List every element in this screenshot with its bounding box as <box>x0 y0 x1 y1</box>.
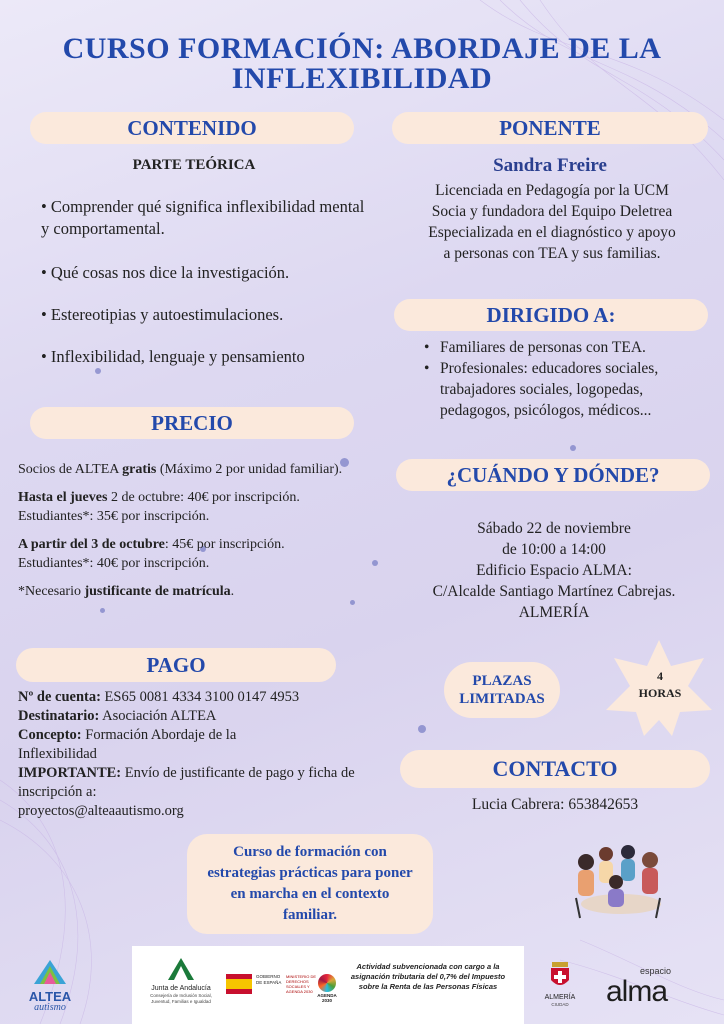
ponente-name: Sandra Freire <box>493 155 607 176</box>
title-line-1: CURSO FORMACIÓN: ABORDAJE DE LA <box>62 32 662 65</box>
cuando-details: Sábado 22 de noviembre de 10:00 a 14:00 Edificio Espacio ALMA: C/Alcalde Santiago Martínez Cabrejas. ALMERÍA <box>432 520 676 621</box>
contenido-item: • Estereotipias y autoestimulaciones. <box>41 305 284 324</box>
pago-importante: IMPORTANTE: Envío de justificante de pago y ficha de inscripción a: <box>18 765 355 800</box>
decor-dot <box>570 445 576 451</box>
contacto-heading <box>400 750 710 788</box>
dirigido-heading-text: DIRIGIDO A: <box>486 303 616 327</box>
pago-heading-text: PAGO <box>146 653 206 677</box>
dirigido-item: • Familiares de personas con TEA. <box>424 339 646 356</box>
precio-heading-text: PRECIO <box>151 411 233 435</box>
contenido-heading <box>30 112 354 144</box>
pago-cuenta: Nº de cuenta: ES65 0081 4334 3100 0147 4953 <box>18 689 300 705</box>
almeria-shield-icon <box>549 962 571 990</box>
precio-heading <box>30 407 354 439</box>
dirigido-list <box>424 337 694 421</box>
contenido-list <box>24 196 374 368</box>
contenido-item: • Comprender qué significa inflexibilidad mental y comportamental. <box>41 197 365 238</box>
ponente-bio: Licenciada en Pedagogía por la UCM Socia y fundadora del Equipo Deletrea Especializada en el diagnóstico y apoyo a personas con TEA y sus familias. <box>428 182 676 262</box>
decor-dot <box>95 368 101 374</box>
pago-email[interactable]: proyectos@alteaautismo.org <box>18 803 184 819</box>
curso-box <box>187 834 433 934</box>
subvencion-text: Actividad subvencionada con cargo a la asignación tributaria del 0,7% del Impuesto sobre la Renta de las Personas Físicas <box>350 962 506 991</box>
altea-logo: ALTEA autismo <box>14 958 86 1018</box>
altea-logo-icon <box>30 958 70 986</box>
horas-text: 4 HORAS <box>638 669 682 700</box>
contacto-heading-text: CONTACTO <box>492 756 618 781</box>
precio-apartir: A partir del 3 de octubre: 45€ por inscripción. <box>18 537 285 552</box>
plazas-badge <box>444 662 560 718</box>
decor-dot <box>418 725 426 733</box>
junta-logo-icon <box>168 958 194 980</box>
ponente-heading <box>392 112 708 144</box>
junta-logo: Junta de Andalucía Consejería de Inclusión Social, Juventud, Familias e Igualdad <box>140 958 222 1005</box>
page-title <box>0 34 724 94</box>
spain-flag-icon <box>226 974 252 994</box>
title-line-2: INFLEXIBILIDAD <box>231 62 493 95</box>
espacio-alma-logo: espacio alma <box>606 966 672 1008</box>
ponente-heading-text: PONENTE <box>499 116 601 140</box>
dirigido-item: • Profesionales: educadores sociales, trabajadores sociales, logopedas, pedagogos, psicólogos, médicos... <box>424 360 659 419</box>
agenda-2030-icon <box>318 974 336 992</box>
precio-hasta: Hasta el jueves 2 de octubre: 40€ por inscripción. <box>18 490 300 505</box>
parte-teorica-label: PARTE TEÓRICA <box>132 157 256 173</box>
pago-heading <box>16 648 336 682</box>
contenido-item: • Inflexibilidad, lenguaje y pensamiento <box>41 347 305 366</box>
gobierno-logo: GOBIERNO DE ESPAÑA MINISTERIO DE DERECHOS SOCIALES Y AGENDA 2030 AGENDA 2030 <box>226 972 338 1002</box>
curso-box-text: Curso de formación con estrategias prácticas para poner en marcha en el contexto familiar. <box>207 844 413 923</box>
pago-concepto: Concepto: Formación Abordaje de la Inflexibilidad <box>18 727 237 762</box>
dirigido-heading <box>394 299 708 331</box>
precio-nota: *Necesario justificante de matrícula. <box>18 584 235 599</box>
pago-destinatario: Destinatario: Asociación ALTEA <box>18 708 217 724</box>
cuando-heading-text: ¿CUÁNDO Y DÓNDE? <box>446 463 660 487</box>
pago-details <box>18 688 368 821</box>
group-meeting-illustration <box>566 838 676 924</box>
decor-dot <box>100 608 105 613</box>
precio-details: Socios de ALTEA gratis (Máximo 2 por unidad familiar). Hasta el jueves 2 de octubre: 40€ por inscripción. Estudiantes*: 35€ por inscripción. A partir del 3 de octubre: 45€ por inscripción. Estudiantes*: 40€ por inscripción. *Necesario justificante de matrícula. <box>18 460 373 601</box>
precio-socios: Socios de ALTEA gratis (Máximo 2 por unidad familiar). <box>18 462 343 477</box>
contacto-line: Lucia Cabrera: 653842653 <box>471 796 639 813</box>
almeria-logo: ALMERÍA CIUDAD <box>540 962 580 1007</box>
cuando-heading <box>396 459 710 491</box>
contenido-heading-text: CONTENIDO <box>127 116 257 140</box>
contenido-item: • Qué cosas nos dice la investigación. <box>41 263 290 282</box>
plazas-text: PLAZAS LIMITADAS <box>459 673 545 707</box>
